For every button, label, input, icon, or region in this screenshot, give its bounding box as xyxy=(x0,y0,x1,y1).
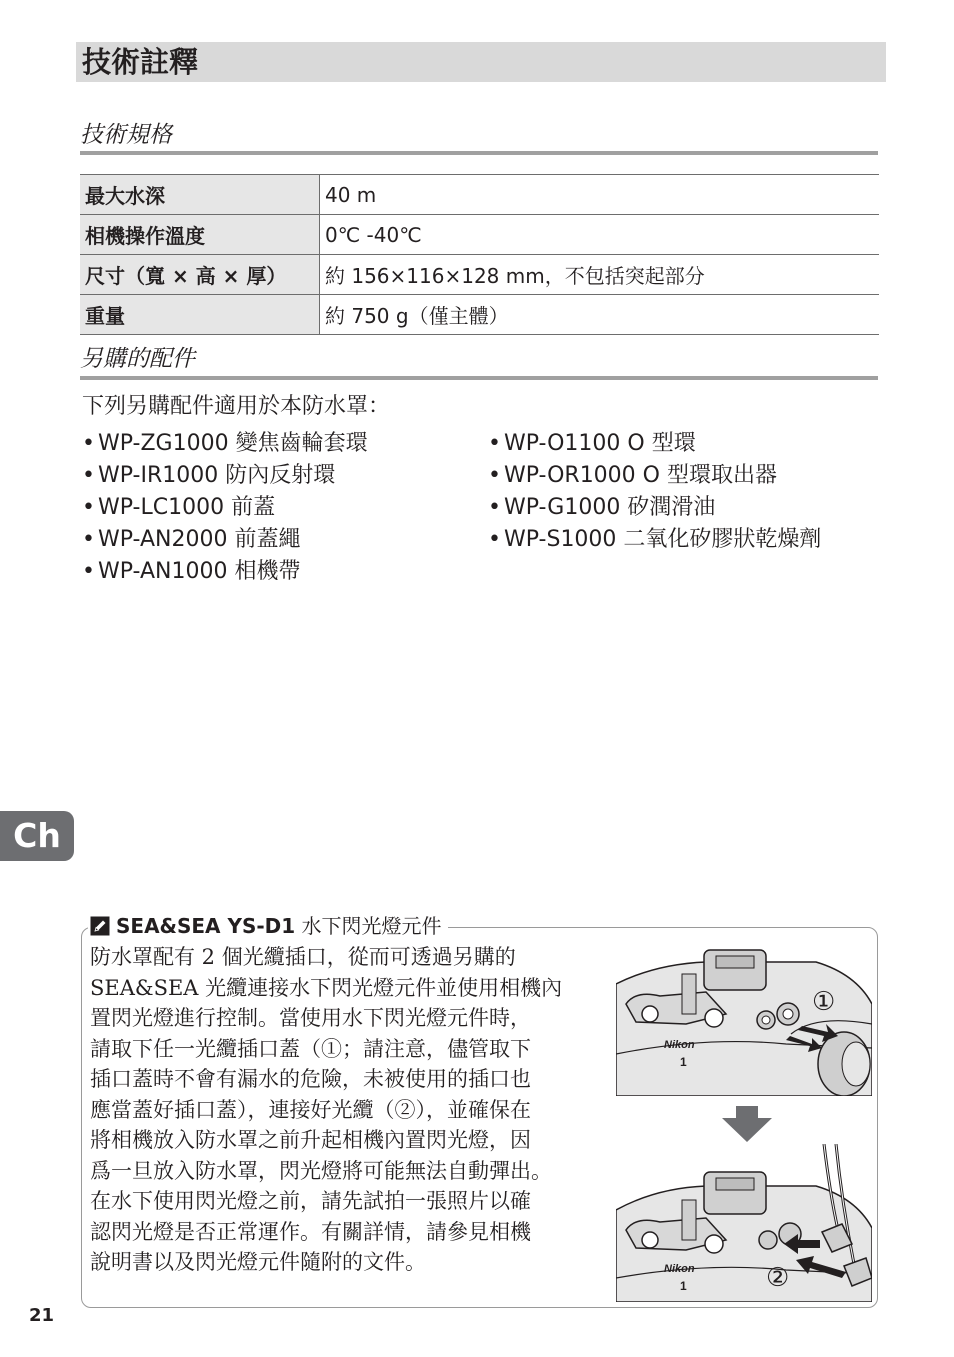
camera-model-label: 1 xyxy=(680,1279,687,1293)
page-title: 技術註釋 xyxy=(82,45,199,79)
list-item: • WP-ZG1000 變焦齒輪套環 xyxy=(82,431,368,456)
pencil-icon xyxy=(90,916,110,936)
list-item: • WP-S1000 二氧化矽膠狀乾燥劑 xyxy=(488,527,822,552)
accessories-intro: 下列另購配件適用於本防水罩： xyxy=(82,394,391,419)
note-line: 在水下使用閃光燈之前，請先試拍一張照片以確 xyxy=(90,1189,531,1213)
note-line: 應當蓋好插口蓋），連接好光纜（②），並確保在 xyxy=(90,1097,531,1122)
specs-table xyxy=(80,174,879,335)
list-item: • WP-O1100 O 型環 xyxy=(488,431,696,456)
spec-value: 40 m xyxy=(320,175,880,215)
list-item: • WP-G1000 矽潤滑油 xyxy=(488,495,716,520)
callout-2: ② xyxy=(766,1263,790,1293)
accessories-list-left xyxy=(82,428,368,588)
spec-label: 重量 xyxy=(80,295,320,335)
table-row xyxy=(80,255,879,295)
chapter-tab: Ch xyxy=(0,811,74,861)
page-title-bar xyxy=(76,42,886,82)
accessories-list-right xyxy=(488,428,821,556)
remove-port-cap-illustration xyxy=(616,944,872,1096)
list-item: • WP-LC1000 前蓋 xyxy=(82,495,276,520)
note-heading xyxy=(88,912,448,940)
connect-cable-illustration xyxy=(616,1144,872,1302)
callout-1: ① xyxy=(812,987,836,1017)
note-line: 爲一旦放入防水罩，閃光燈將可能無法自動彈出。 xyxy=(90,1158,552,1183)
note-title-text: 水下閃光燈元件 xyxy=(295,914,442,938)
spec-value: 約 750 g（僅主體） xyxy=(320,295,880,335)
note-line: 置閃光燈進行控制。當使用水下閃光燈元件時， xyxy=(90,1006,531,1030)
camera-model-label: 1 xyxy=(680,1055,687,1069)
table-row xyxy=(80,295,879,335)
note-line: 請取下任一光纜插口蓋（①；請注意，儘管取下 xyxy=(90,1036,531,1061)
list-item: • WP-IR1000 防內反射環 xyxy=(82,463,336,488)
spec-label: 相機操作溫度 xyxy=(80,215,320,255)
spec-label: 尺寸（寬 × 高 × 厚） xyxy=(80,255,320,295)
page-number: 21 xyxy=(29,1305,55,1326)
accessories-heading: 另購的配件 xyxy=(80,346,195,372)
camera-brand-label: Nikon xyxy=(664,1263,695,1275)
note-line: 防水罩配有 2 個光纜插口，從而可透過另購的 xyxy=(90,945,516,969)
note-line: 認閃光燈是否正常運作。有關詳情，請參見相機 xyxy=(90,1219,531,1244)
specs-heading: 技術規格 xyxy=(80,122,172,148)
list-item: • WP-AN1000 相機帶 xyxy=(82,559,301,584)
note-line: 插口蓋時不會有漏水的危險，未被使用的插口也 xyxy=(90,1067,531,1091)
list-item: • WP-AN2000 前蓋繩 xyxy=(82,527,301,552)
note-line: 將相機放入防水罩之前升起相機內置閃光燈，因 xyxy=(90,1128,531,1152)
spec-label: 最大水深 xyxy=(80,175,320,215)
camera-brand-label: Nikon xyxy=(664,1039,695,1051)
arrow-down-icon xyxy=(722,1106,772,1142)
table-row xyxy=(80,175,879,215)
specs-heading-rule xyxy=(80,151,878,155)
spec-value: 0℃ -40℃ xyxy=(320,215,880,255)
spec-value: 約 156×116×128 mm，不包括突起部分 xyxy=(320,255,880,295)
note-line: 說明書以及閃光燈元件隨附的文件。 xyxy=(90,1250,426,1274)
note-body xyxy=(90,942,610,1278)
list-item: • WP-OR1000 O 型環取出器 xyxy=(488,463,777,488)
table-row xyxy=(80,215,879,255)
note-line: SEA&SEA 光纜連接水下閃光燈元件並使用相機內 xyxy=(90,975,563,1000)
note-title-model: SEA&SEA YS-D1 xyxy=(116,914,296,938)
accessories-heading-rule xyxy=(80,376,878,380)
